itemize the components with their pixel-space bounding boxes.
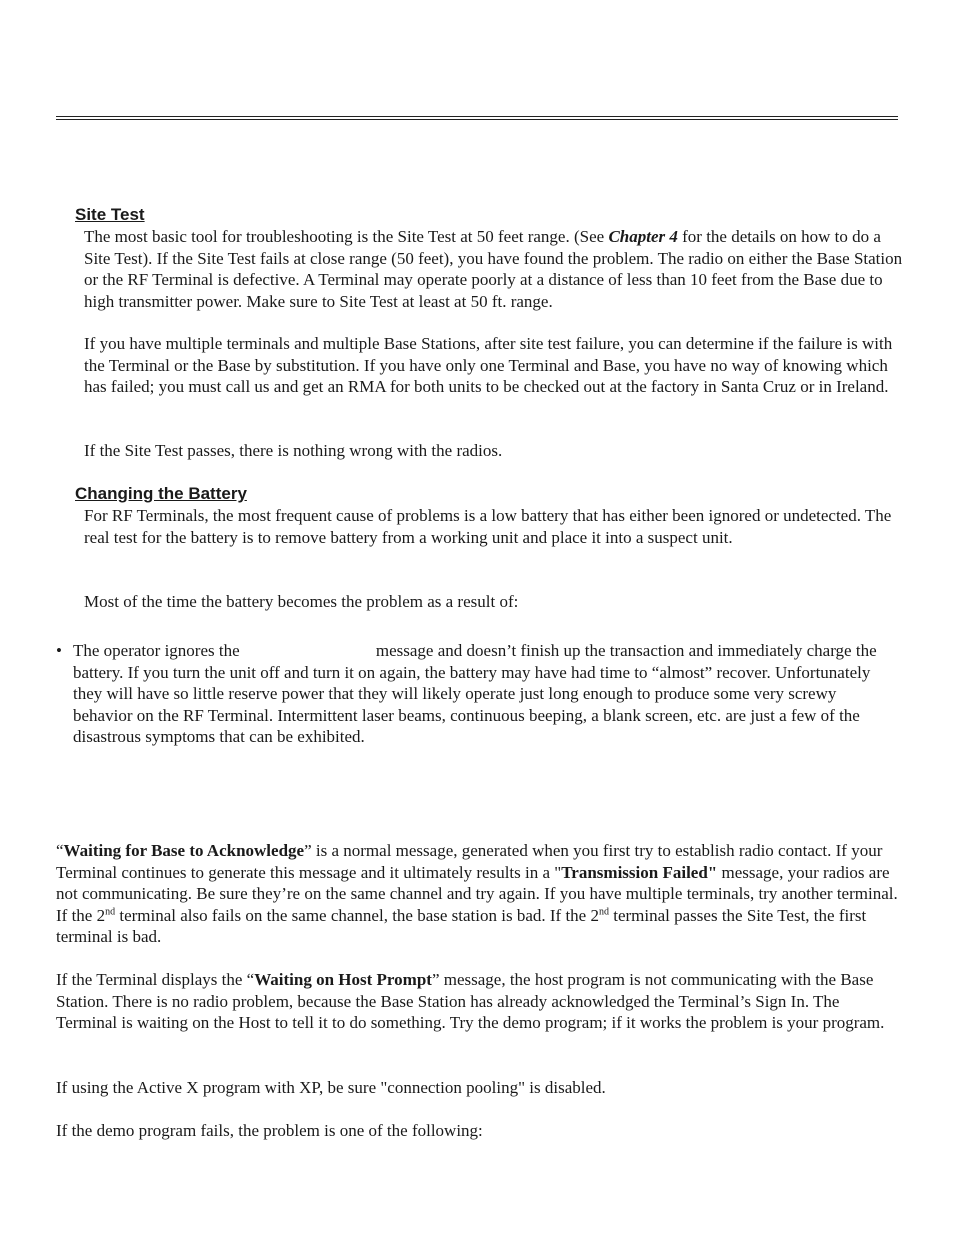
message-name: Waiting for Base to Acknowledge [63, 841, 305, 860]
battery-bullet-item [73, 640, 893, 748]
message-name: Waiting on Host Prompt [254, 970, 432, 989]
site-test-heading: Site Test [75, 205, 145, 224]
waiting-base-paragraph [56, 840, 898, 948]
demo-fails-paragraph: If the demo program fails, the problem is one of the following: [56, 1121, 483, 1140]
text: ” is a normal message, generated when you first try to establish radio contact. If your Terminal continues to generate this message and it ultimately results in a " [56, 841, 883, 882]
bullet-marker: • [56, 641, 62, 660]
text: The most basic tool for troubleshooting is the Site Test at 50 feet range. (See [84, 227, 609, 246]
text: message and doesn’t finish up the transaction and immediately charge the battery. If you turn the unit off and turn it on again, the battery may have had time to “almost” recover. Unfortunately they will have so little reserve power that they will likely operate just long enough to produce some very screwy behavior on the RF Terminal. Intermittent laser beams, continuous beeping, a blank screen, etc. are just a few of the disastrous symptoms that can be exhibited. [73, 641, 877, 747]
site-test-paragraph-2: If you have multiple terminals and multiple Base Stations, after site test failure, you can determine if the failure is with the Terminal or the Base by substitution. If you have only one Terminal and Base, you have no way of knowing which has failed; you must call us and get an RMA for both units to be checked out at the factory in Santa Cruz or in Ireland. [84, 334, 893, 397]
text: terminal also fails on the same channel, the base station is bad. If the 2 [115, 905, 599, 925]
text: If the Terminal displays the “ [56, 970, 255, 989]
message-name: Transmission Failed" [561, 862, 718, 882]
battery-paragraph-1: For RF Terminals, the most frequent cause of problems is a low battery that has either been ignored or undetected. The real test for the battery is to remove battery from a working unit and place it into a suspect unit. [84, 506, 892, 547]
text: for the details on how to do a Site Test). If the Site Test fails at close range (50 feet), you have found the problem. The radio on either the Base Station or the RF Terminal is defective. A Terminal may operate poorly at a distance of less than 10 feet from the Base due to high transmitter power. Make sure to Site Test at least at 50 ft. range. [84, 227, 903, 311]
site-test-paragraph-3: If the Site Test passes, there is nothing wrong with the radios. [84, 441, 503, 460]
text: message, your radios are not communicating. Be sure they’re on the same channel and try again. If you have multiple terminals, try another terminal. If the 2 [56, 862, 898, 925]
battery-paragraph-2: Most of the time the battery becomes the problem as a result of: [84, 592, 519, 611]
chapter-reference: Chapter 4 [608, 227, 678, 246]
ordinal-suffix: nd [598, 906, 609, 918]
waiting-host-paragraph [56, 969, 898, 1034]
activex-paragraph: If using the Active X program with XP, be sure "connection pooling" is disabled. [56, 1078, 606, 1097]
text: The operator ignores the [73, 641, 240, 660]
header-rule-bottom [56, 119, 898, 120]
text: “ [56, 841, 64, 860]
changing-battery-heading: Changing the Battery [75, 484, 247, 503]
text: terminal passes the Site Test, the first terminal is bad. [56, 905, 867, 947]
text: ” message, the host program is not communicating with the Base Station. There is no radio problem, because the Base Station has already acknowledged the Terminal’s Sign In. The Terminal is waiting on the Host to tell it to do something. Try the demo program; if it works the problem is your program. [56, 970, 885, 1033]
ordinal-suffix: nd [105, 906, 116, 918]
site-test-paragraph-1 [84, 226, 904, 312]
header-rule-top [56, 116, 898, 117]
